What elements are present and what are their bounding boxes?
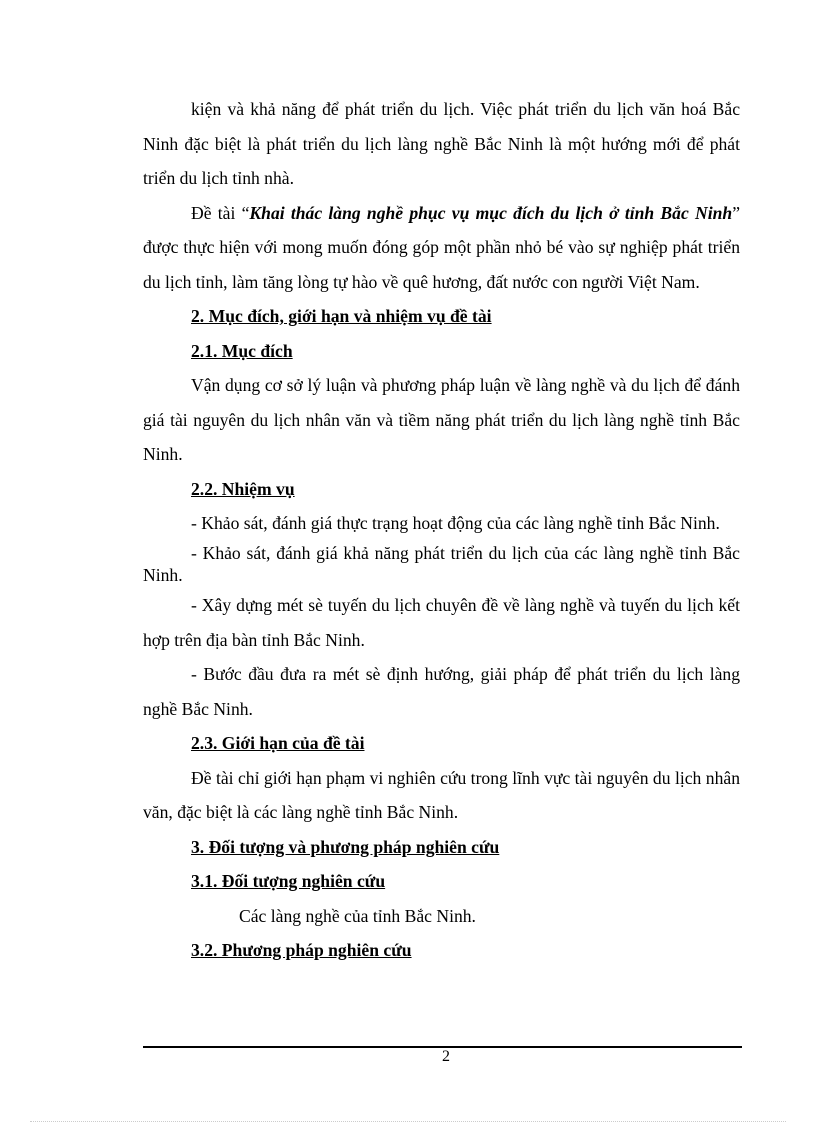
page-bottom-border [30, 1121, 786, 1122]
subsection-heading-2-2: 2.2. Nhiệm vụ [191, 478, 295, 499]
subsection-heading-2-1: 2.1. Mục đích [191, 340, 293, 361]
task-item-2: - Khảo sát, đánh giá khả năng phát triển du lịch của các làng nghề tỉnh Bắc Ninh. [143, 543, 740, 585]
subject-paragraph: Các làng nghề của tỉnh Bắc Ninh. [239, 905, 476, 926]
topic-title: Khai thác làng nghề phục vụ mục đích du lịch ở tỉnh Bắc Ninh [249, 202, 733, 223]
intro-paragraph: kiện và khả năng để phát triển du lịch. Việc phát triển du lịch văn hoá Bắc Ninh đặc biệt là phát triển du lịch làng nghề Bắc Ninh là một hướng mới để phát triển du lịch tỉnh nhà. [143, 99, 740, 188]
task-item-4: - Bước đầu đưa ra mét sè định hướng, giải pháp để phát triển du lịch làng nghề Bắc Ninh. [143, 664, 740, 719]
task-item-1: - Khảo sát, đánh giá thực trạng hoạt động của các làng nghề tỉnh Bắc Ninh. [191, 513, 720, 533]
task-item-3: - Xây dựng mét sè tuyến du lịch chuyên đề về làng nghề và tuyến du lịch kết hợp trên địa bàn tỉnh Bắc Ninh. [143, 595, 740, 650]
scope-paragraph: Đề tài chỉ giới hạn phạm vi nghiên cứu trong lĩnh vực tài nguyên du lịch nhân văn, đặc biệt là các làng nghề tỉnh Bắc Ninh. [143, 767, 740, 822]
section-heading-2: 2. Mục đích, giới hạn và nhiệm vụ đề tài [191, 306, 492, 326]
purpose-paragraph: Vận dụng cơ sở lý luận và phương pháp luận về làng nghề và du lịch để đánh giá tài nguyên du lịch nhân văn và tiềm năng phát triển du lịch làng nghề tỉnh Bắc Ninh. [143, 375, 740, 464]
section-heading-3: 3. Đối tượng và phương pháp nghiên cứu [191, 836, 500, 857]
page-number: 2 [442, 1048, 450, 1065]
subsection-heading-3-1: 3.1. Đối tượng nghiên cứu [191, 871, 386, 891]
subsection-heading-2-3: 2.3. Giới hạn của đề tài [191, 733, 365, 753]
page-content [143, 92, 740, 968]
topic-rest: ” được thực hiện với mong muốn đóng góp một phần nhỏ bé vào sự nghiệp phát triển du lịch tỉnh, làm tăng lòng tự hào về quê hương, đất nước con người Việt Nam. [143, 202, 740, 292]
topic-paragraph [143, 196, 740, 300]
topic-prefix: Đề tài “ [191, 202, 250, 223]
subsection-heading-3-2: 3.2. Phương pháp nghiên cứu [191, 940, 412, 960]
